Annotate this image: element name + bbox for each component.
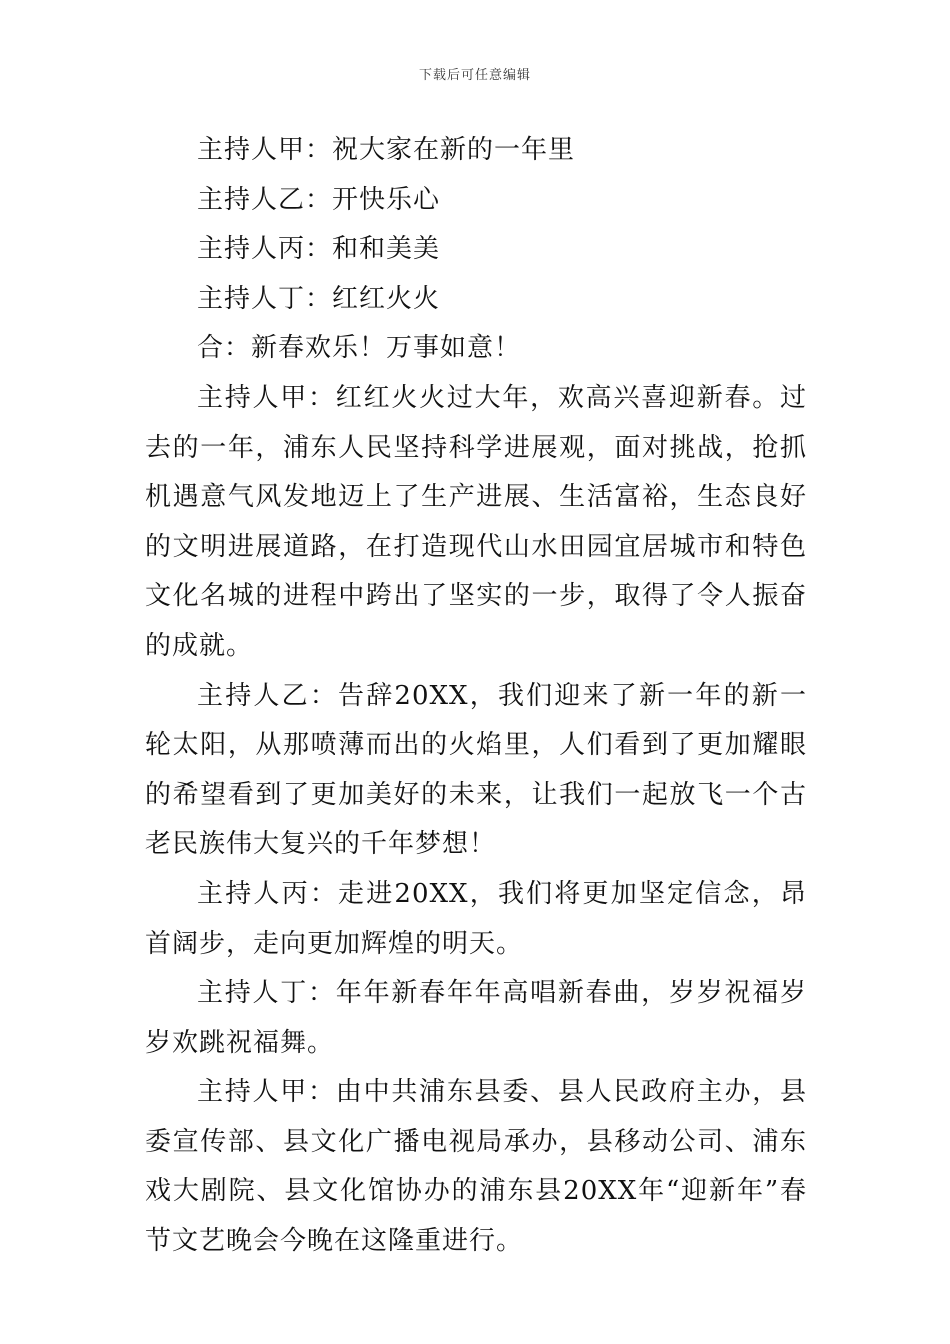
paragraph: 主持人丙：和和美美 [197, 234, 441, 265]
document-body [145, 126, 807, 1267]
paragraph: 主持人丙：走进20XX，我们将更加坚定信念，昂首阔步，走向更加辉煌的明天。 [145, 878, 807, 959]
paragraph: 主持人甲：红红火火过大年，欢高兴喜迎新春。过去的一年，浦东人民坚持科学进展观，面对挑战，抢抓机遇意气风发地迈上了生产进展、生活富裕，生态良好的文明进展道路，在打造现代山水田园宜居城市和特色文化名城的进程中跨出了坚实的一步，取得了令人振奋的成就。 [145, 382, 807, 661]
paragraph: 主持人甲：祝大家在新的一年里 [197, 135, 576, 165]
paragraph: 主持人乙：告辞20XX，我们迎来了新一年的新一轮太阳，从那喷薄而出的火焰里，人们看到了更加耀眼的希望看到了更加美好的未来，让我们一起放飞一个古老民族伟大复兴的千年梦想！ [145, 680, 807, 860]
paragraph: 主持人丁：年年新春年年高唱新春曲，岁岁祝福岁岁欢跳祝福舞。 [145, 978, 807, 1058]
paragraph: 主持人丁：红红火火 [197, 283, 441, 314]
page-header-note: 下载后可任意编辑 [418, 68, 531, 83]
paragraph: 主持人乙：开快乐心 [197, 184, 441, 215]
paragraph: 主持人甲：由中共浦东县委、县人民政府主办，县委宣传部、县文化广播电视局承办，县移动公司、浦东戏大剧院、县文化馆协办的浦东县20XX年“迎新年”春节文艺晚会今晚在这隆重进行。 [145, 1077, 807, 1257]
paragraph: 合：新春欢乐！万事如意！ [197, 333, 522, 364]
